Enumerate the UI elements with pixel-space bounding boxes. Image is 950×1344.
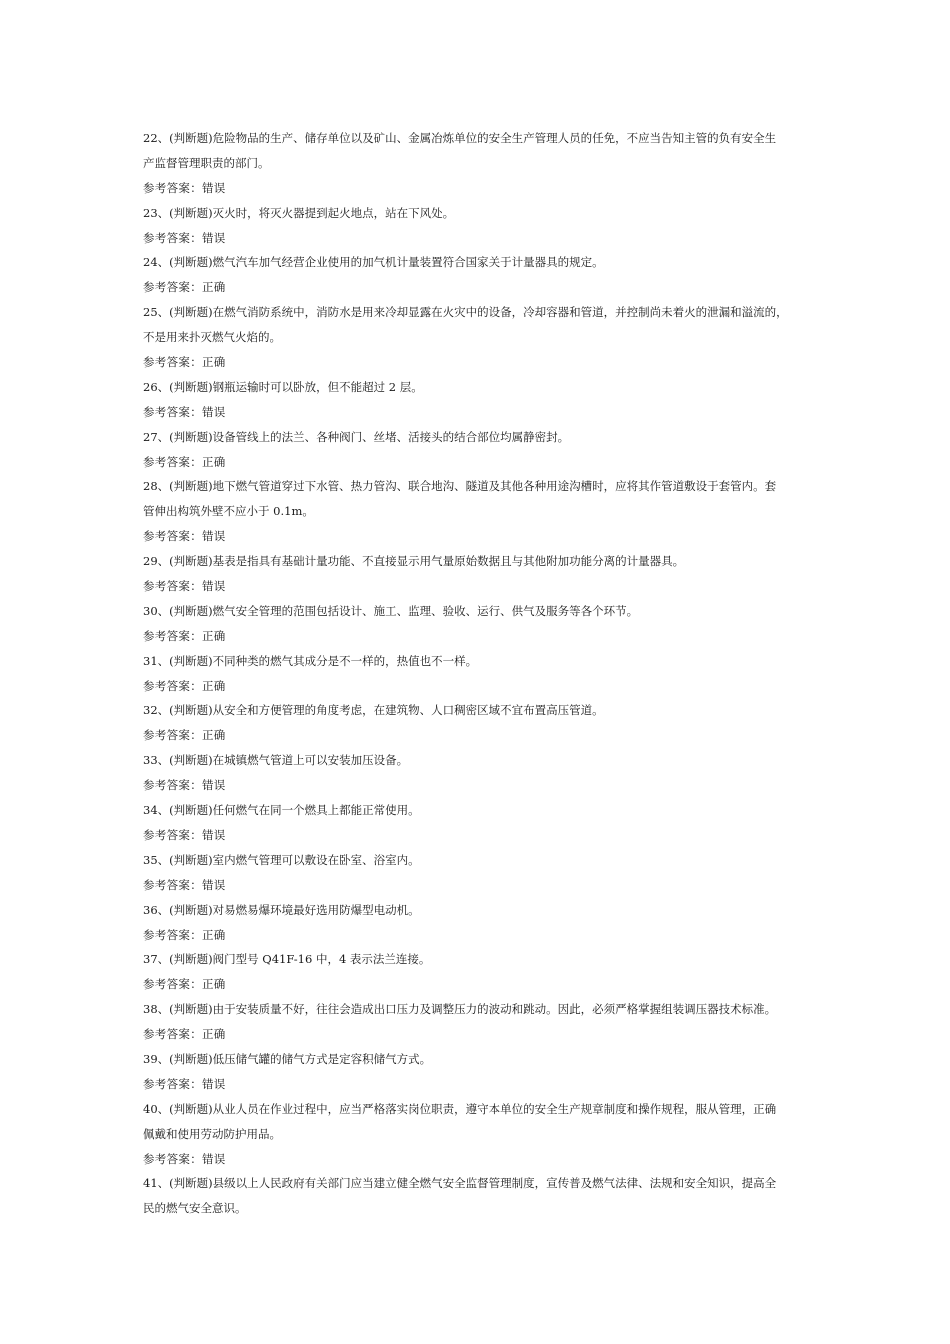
- reference-answer: 参考答案：错误: [143, 230, 226, 245]
- question-item: [143, 601, 813, 651]
- question-item: [143, 651, 813, 701]
- question-item: [143, 1173, 813, 1223]
- question-text-line: 28、(判断题)地下燃气管道穿过下水管、热力管沟、联合地沟、隧道及其他各种用途沟槽时，应将其作管道敷设于套管内。套: [143, 479, 777, 494]
- question-text-line: 30、(判断题)燃气安全管理的范围包括设计、施工、监理、验收、运行、供气及服务等各个环节。: [143, 603, 639, 618]
- question-item: [143, 203, 813, 253]
- question-text-line: 24、(判断题)燃气汽车加气经营企业使用的加气机计量装置符合国家关于计量器具的规定。: [143, 255, 604, 270]
- reference-answer: 参考答案：正确: [143, 728, 226, 743]
- question-text-line: 34、(判断题)任何燃气在同一个燃具上都能正常使用。: [143, 803, 420, 818]
- reference-answer: 参考答案：错误: [143, 579, 226, 594]
- reference-answer: 参考答案：正确: [143, 1027, 226, 1042]
- reference-answer: 参考答案：正确: [143, 678, 226, 693]
- question-text-line: 41、(判断题)县级以上人民政府有关部门应当建立健全燃气安全监督管理制度，宣传普及燃气法律、法规和安全知识，提高全: [143, 1176, 777, 1191]
- reference-answer: 参考答案：错误: [143, 877, 226, 892]
- question-text-line: 40、(判断题)从业人员在作业过程中，应当严格落实岗位职责，遵守本单位的安全生产规章制度和操作规程，服从管理，正确: [143, 1101, 777, 1116]
- question-item: [143, 1099, 813, 1174]
- question-item: [143, 551, 813, 601]
- question-text-line: 23、(判断题)灭火时，将灭火器提到起火地点，站在下风处。: [143, 205, 455, 220]
- question-text-line: 管伸出构筑外壁不应小于 0.1m。: [143, 504, 314, 519]
- question-item: [143, 476, 813, 551]
- question-text-line: 26、(判断题)钢瓶运输时可以卧放，但不能超过 2 层。: [143, 379, 423, 394]
- question-text-line: 佩戴和使用劳动防护用品。: [143, 1126, 281, 1141]
- question-item: [143, 800, 813, 850]
- question-item: [143, 427, 813, 477]
- question-text-line: 38、(判断题)由于安装质量不好，往往会造成出口压力及调整压力的波动和跳动。因此，必须严格掌握组装调压器技术标准。: [143, 1002, 777, 1017]
- reference-answer: 参考答案：错误: [143, 1076, 226, 1091]
- question-item: [143, 750, 813, 800]
- question-text-line: 37、(判断题)阀门型号 Q41F-16 中，4 表示法兰连接。: [143, 952, 431, 967]
- reference-answer: 参考答案：错误: [143, 827, 226, 842]
- question-text-line: 27、(判断题)设备管线上的法兰、各种阀门、丝堵、活接头的结合部位均属静密封。: [143, 429, 570, 444]
- reference-answer: 参考答案：正确: [143, 355, 226, 370]
- reference-answer: 参考答案：错误: [143, 778, 226, 793]
- reference-answer: 参考答案：正确: [143, 280, 226, 295]
- question-item: [143, 999, 813, 1049]
- reference-answer: 参考答案：错误: [143, 180, 226, 195]
- question-item: [143, 900, 813, 950]
- question-item: [143, 700, 813, 750]
- document-page: [143, 128, 813, 1223]
- reference-answer: 参考答案：正确: [143, 977, 226, 992]
- question-text-line: 32、(判断题)从安全和方便管理的角度考虑，在建筑物、人口稠密区域不宜布置高压管道。: [143, 703, 604, 718]
- question-text-line: 35、(判断题)室内燃气管理可以敷设在卧室、浴室内。: [143, 852, 420, 867]
- question-item: [143, 850, 813, 900]
- question-text-line: 22、(判断题)危险物品的生产、储存单位以及矿山、金属冶炼单位的安全生产管理人员的任免，不应当告知主管的负有安全生: [143, 131, 777, 145]
- reference-answer: 参考答案：错误: [143, 529, 226, 544]
- question-item: [143, 949, 813, 999]
- question-text-line: 36、(判断题)对易燃易爆环境最好选用防爆型电动机。: [143, 902, 420, 917]
- reference-answer: 参考答案：正确: [143, 927, 226, 942]
- question-text-line: 29、(判断题)基表是指具有基础计量功能、不直接显示用气量原始数据且与其他附加功能分离的计量器具。: [143, 554, 685, 569]
- question-text-line: 民的燃气安全意识。: [143, 1201, 247, 1216]
- reference-answer: 参考答案：错误: [143, 404, 226, 419]
- question-text-line: 不是用来扑灭燃气火焰的。: [143, 330, 281, 345]
- question-text-line: 31、(判断题)不同种类的燃气其成分是不一样的，热值也不一样。: [143, 653, 478, 668]
- question-text-line: 33、(判断题)在城镇燃气管道上可以安装加压设备。: [143, 753, 409, 768]
- question-text-line: 产监督管理职责的部门。: [143, 155, 270, 170]
- question-text-line: 25、(判断题)在燃气消防系统中，消防水是用来冷却显露在火灾中的设备，冷却容器和管道，并控制尚未着火的泄漏和溢流的，: [143, 305, 788, 320]
- question-text-line: 39、(判断题)低压储气罐的储气方式是定容积储气方式。: [143, 1051, 432, 1066]
- reference-answer: 参考答案：错误: [143, 1151, 226, 1166]
- reference-answer: 参考答案：正确: [143, 628, 226, 643]
- reference-answer: 参考答案：正确: [143, 454, 226, 469]
- question-item: [143, 302, 813, 377]
- question-item: [143, 128, 813, 203]
- question-item: [143, 252, 813, 302]
- question-item: [143, 1049, 813, 1099]
- question-item: [143, 377, 813, 427]
